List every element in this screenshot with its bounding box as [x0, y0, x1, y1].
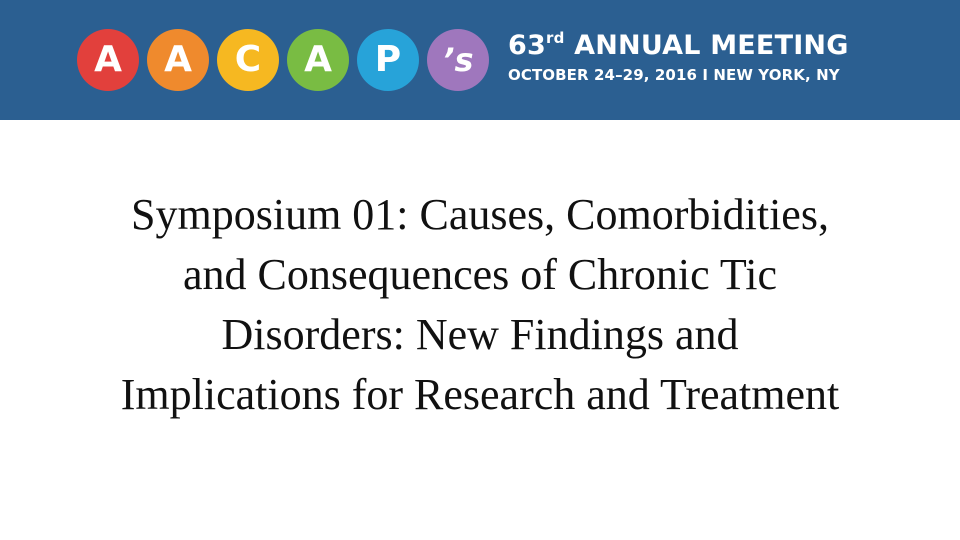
title-line-2: and Consequences of Chronic Tic — [183, 250, 777, 299]
logo-circle-a1: A — [77, 29, 139, 91]
header-banner — [0, 0, 960, 120]
title-line-1: Symposium 01: Causes, Comorbidities, — [131, 190, 829, 239]
logo-circle-a2: A — [147, 29, 209, 91]
title-line-3: Disorders: New Findings and — [221, 310, 739, 359]
aacap-logo — [77, 29, 489, 91]
logo-circle-p: P — [357, 29, 419, 91]
meeting-info — [508, 30, 849, 85]
logo-circle-a3: A — [287, 29, 349, 91]
logo-circle-c: C — [217, 29, 279, 91]
title-line-4: Implications for Research and Treatment — [120, 370, 840, 419]
meeting-title — [508, 30, 849, 62]
meeting-number: 63 — [508, 30, 546, 61]
logo-circle-s: ’s — [427, 29, 489, 91]
meeting-dates: OCTOBER 24–29, 2016 I NEW YORK, NY — [508, 66, 840, 84]
slide-title — [20, 185, 940, 425]
meeting-title-text: ANNUAL MEETING — [564, 30, 849, 61]
meeting-ordinal: rd — [545, 29, 565, 47]
